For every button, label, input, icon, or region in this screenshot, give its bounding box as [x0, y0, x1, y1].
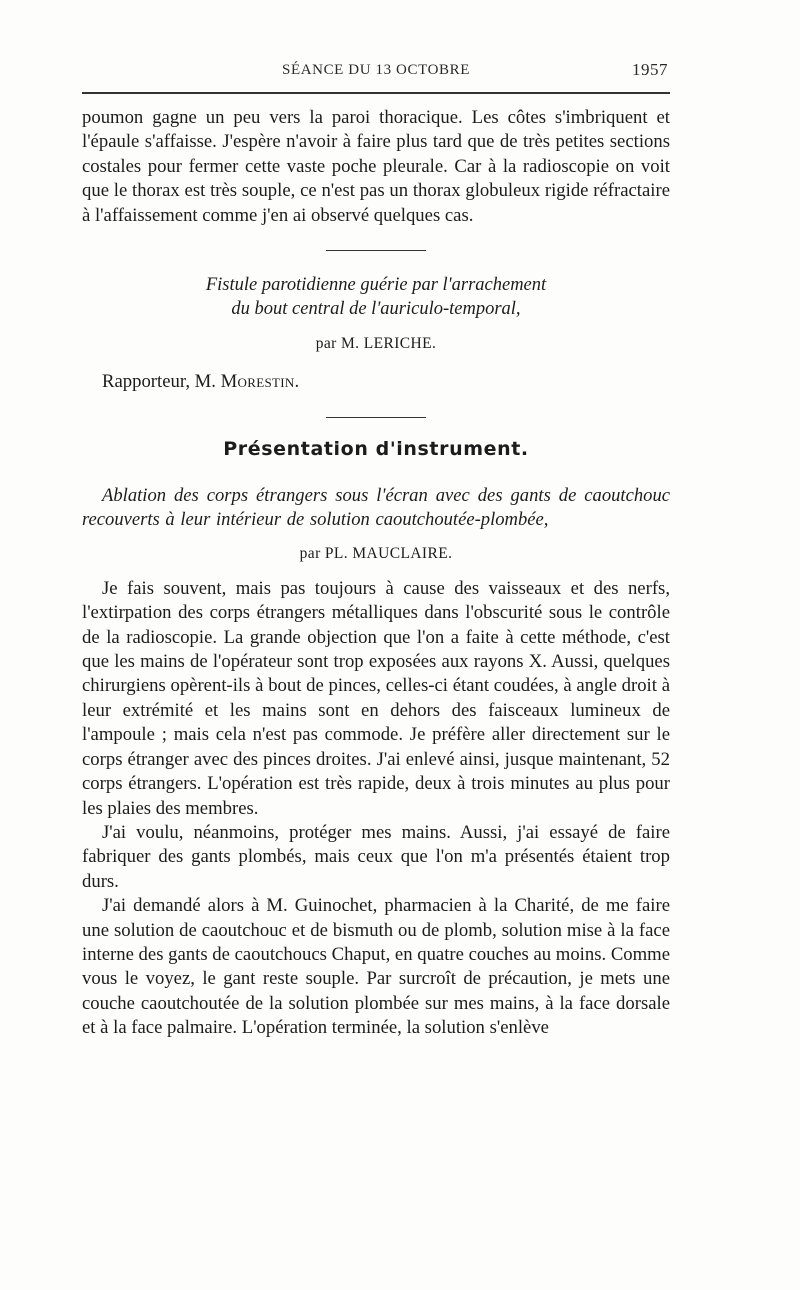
article-title-line: Fistule parotidienne guérie par l'arrachement — [205, 275, 547, 296]
body-paragraph: J'ai demandé alors à M. Guinochet, pharmacien à la Charité, de me faire une solution de caoutchouc et de bismuth ou de plomb, solution mise à la face interne des gants de caoutchoucs Chaput, en quatre couches au moins. Comme vous le voyez, le gant reste souple. Par surcroît de précaution, je mets une couche caoutchoutée de la solution plombée sur mes mains, à la face dorsale et à la face palmaire. L'opération terminée, la solution s'enlève — [82, 895, 670, 1039]
running-head — [82, 56, 670, 84]
body-paragraph: Je fais souvent, mais pas toujours à cause des vaisseaux et des nerfs, l'extirpation des corps étrangers métalliques dans l'obscurité sous le contrôle de la radioscopie. La grande objection que l'on a faite à cette méthode, c'est que les mains de l'opérateur sont trop exposées aux rayons X. Aussi, quelques chirurgiens opèrent-ils à bout de pinces, celles-ci étant coudées, à angle droit à leur extrémité et les mains sont en dehors des faisceaux lumineux de l'ampoule ; mais cela n'est pas commode. Je préfère aller directement sur le corps étranger avec des pinces droites. J'ai enlevé ainsi, jusque maintenant, 52 corps étrangers. L'opération est très rapide, deux à trois minutes au plus pour les plaies des membres. — [82, 577, 670, 819]
article-title — [82, 273, 670, 321]
page — [82, 56, 670, 1041]
article-byline: par PL. MAUCLAIRE. — [299, 544, 453, 562]
body-paragraph: J'ai voulu, néanmoins, protéger mes mains. Aussi, j'ai essayé de faire fabriquer des gants plombés, mais ceux que l'on m'a présentés étaient trop durs. — [82, 821, 670, 892]
article-title-line: du bout central de l'auriculo-temporal, — [231, 299, 521, 320]
article-body — [82, 577, 670, 1041]
continued-paragraph: poumon gagne un peu vers la paroi thoracique. Les côtes s'imbriquent et l'épaule s'affaisse. J'espère n'avoir à faire plus tard que de très petites sections costales pour fermer cette vaste poche pleurale. Car à la radioscopie on voit que le thorax est très souple, ce n'est pas un thorax globuleux rigide réfractaire à l'affaissement comme j'en ai observé quelques cas. — [82, 107, 670, 226]
page-number: 1957 — [632, 60, 668, 79]
article-title: Ablation des corps étrangers sous l'écran avec des gants de caoutchouc recouverts à leur intérieur de solution caoutchoutée-plombée, — [82, 485, 670, 531]
separator-rule — [326, 417, 426, 418]
article-byline: par M. LERICHE. — [315, 335, 437, 353]
header-rule — [82, 92, 670, 94]
rapporteur-line — [82, 371, 670, 393]
section-heading: Présentation d'instrument. — [223, 438, 529, 461]
running-title: SÉANCE DU 13 OCTOBRE — [282, 62, 470, 78]
separator-rule — [326, 250, 426, 251]
rapporteur-label: Rapporteur, M. — [102, 371, 221, 393]
rapporteur-name: Morestin. — [220, 371, 300, 393]
